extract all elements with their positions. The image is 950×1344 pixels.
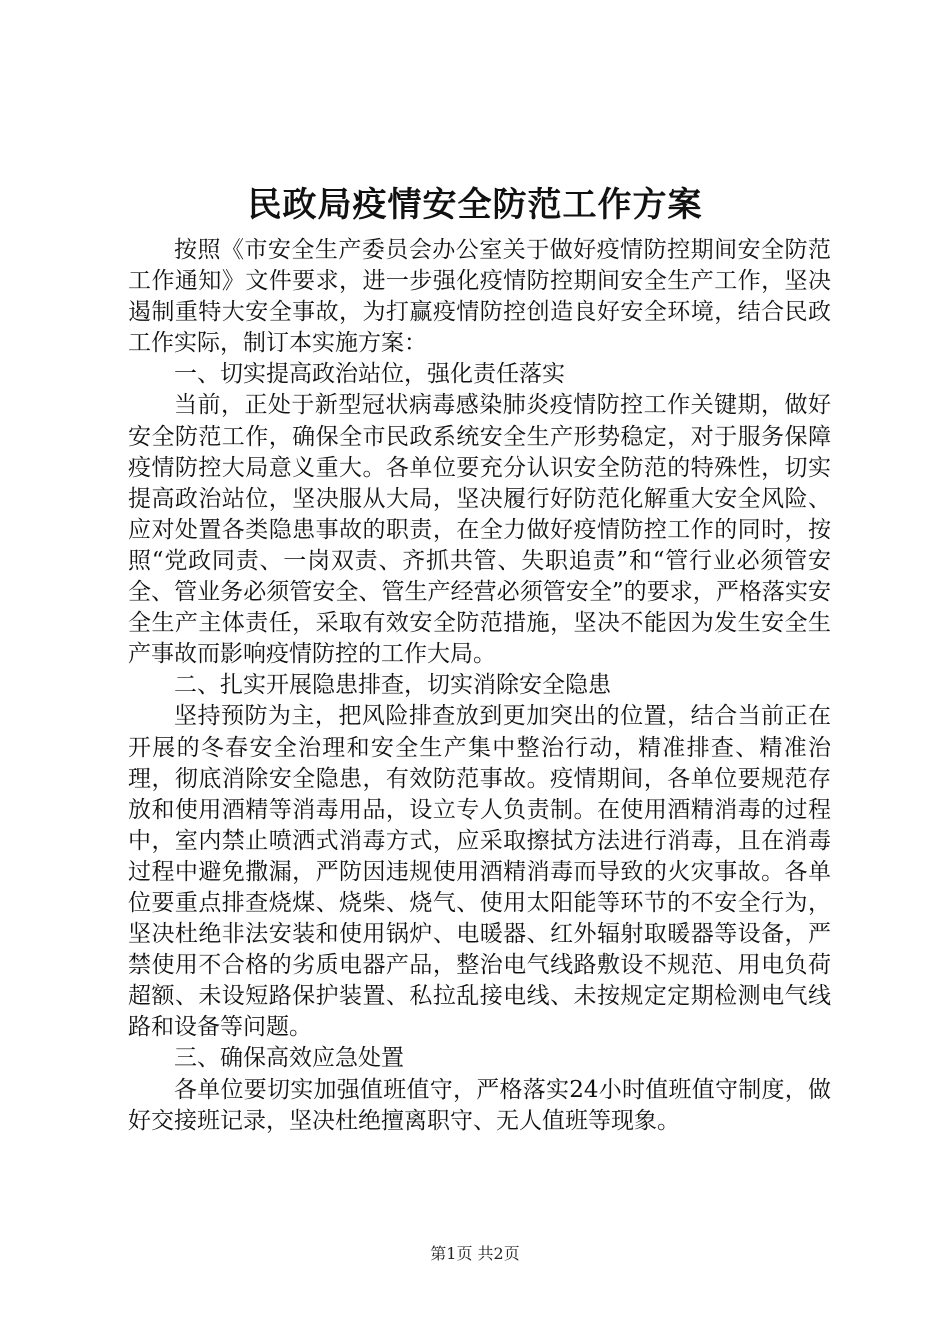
- intro-paragraph: 按照《市安全生产委员会办公室关于做好疫情防控期间安全防范工作通知》文件要求，进一步强化疫情防控期间安全生产工作，坚决遏制重特大安全事故，为打赢疫情防控创造良好安全环境，结合民政工作实际，制订本实施方案：: [128, 237, 831, 357]
- document-title: 民政局疫情安全防范工作方案: [247, 185, 703, 225]
- section-paragraph-2: 坚持预防为主，把风险排查放到更加突出的位置，结合当前正在开展的冬春安全治理和安全生产集中整治行动，精准排查、精准治理，彻底消除安全隐患，有效防范事故。疫情期间，各单位要规范存放和使用酒精等消毒用品，设立专人负责制。在使用酒精消毒的过程中，室内禁止喷洒式消毒方式，应采取擦拭方法进行消毒，且在消毒过程中避免撒漏，严防因违规使用酒精消毒而导致的火灾事故。各单位要重点排查烧煤、烧柴、烧气、使用太阳能等环节的不安全行为，坚决杜绝非法安装和使用锅炉、电暖器、红外辐射取暖器等设备，严禁使用不合格的劣质电器产品，整治电气线路敷设不规范、用电负荷超额、未设短路保护装置、私拉乱接电线、未按规定定期检测电气线路和设备等问题。: [128, 703, 831, 1041]
- section-heading-1: 一、切实提高政治站位，强化责任落实: [174, 361, 565, 388]
- page-footer: 第1页 共2页: [430, 1244, 520, 1263]
- section-paragraph-1: 当前，正处于新型冠状病毒感染肺炎疫情防控工作关键期，做好安全防范工作，确保全市民政系统安全生产形势稳定，对于服务保障疫情防控大局意义重大。各单位要充分认识安全防范的特殊性，切实提高政治站位，坚决服从大局，坚决履行好防范化解重大安全风险、应对处置各类隐患事故的职责，在全力做好疫情防控工作的同时，按照“党政同责、一岗双责、齐抓共管、失职追责”和“管行业必须管安全、管业务必须管安全、管生产经营必须管安全”的要求，严格落实安全生产主体责任，采取有效安全防范措施，坚决不能因为发生安全生产事故而影响疫情防控的工作大局。: [128, 392, 831, 668]
- section-paragraph-3: 各单位要切实加强值班值守，严格落实24小时值班值守制度，做好交接班记录，坚决杜绝擅离职守、无人值班等现象。: [128, 1076, 831, 1134]
- document-body: [128, 235, 831, 1137]
- section-heading-2: 二、扎实开展隐患排查，切实消除安全隐患: [174, 672, 611, 699]
- section-heading-3: 三、确保高效应急处置: [174, 1045, 404, 1072]
